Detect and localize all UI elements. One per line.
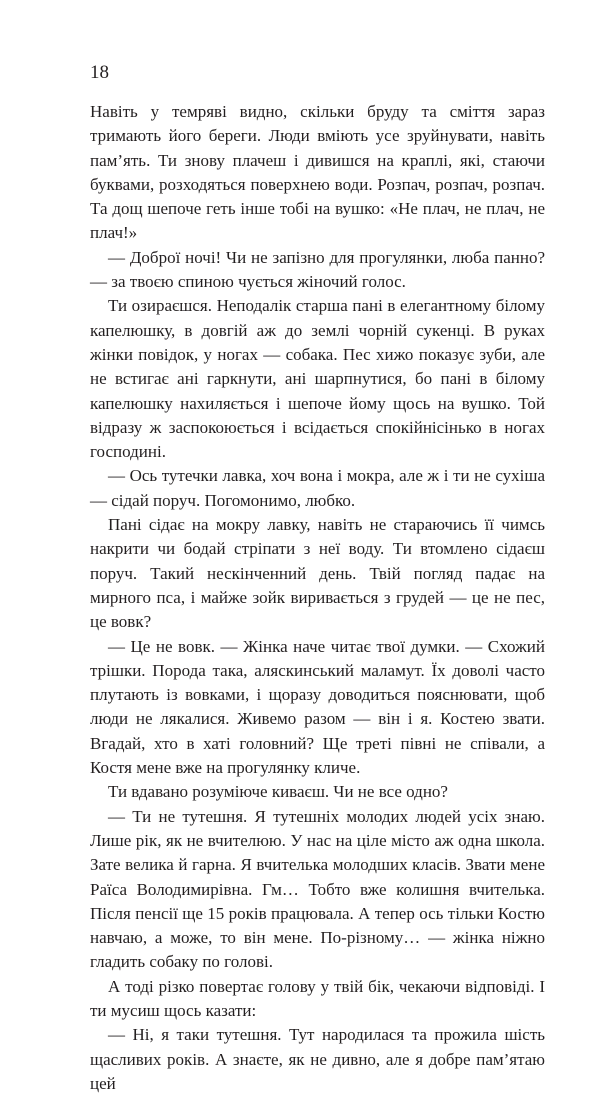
- paragraph: А тоді різко повертає голову у твій бік, чекаючи відповіді. І ти мусиш щось казати:: [90, 976, 545, 1020]
- paragraph: — Доброї ночі! Чи не запізно для прогулянки, люба панно? — за твоєю спиною чується жіночий голос.: [90, 247, 545, 292]
- paragraph: — Ось тутечки лавка, хоч вона і мокра, але ж і ти не сухіша — сідай поруч. Погомонимо, любко.: [90, 466, 545, 510]
- paragraph: — Це не вовк. — Жінка наче читає твої думки. — Схожий трішки. Порода така, аляскинський маламут. Їх доволі часто плутають із вовками, і щоразу доводиться пояснювати, щоб люди не лякалися. Живемо разом — він і я. Костею звати. Вгадай, хто в хаті головний? Ще треті півні не співали, а Костя мене вже на прогулянку кличе.: [90, 636, 545, 778]
- paragraph: — Ні, я таки тутешня. Тут народилася та прожила шість щасливих років. А знаєте, як не дивно, але я добре пам’ятаю цей: [90, 1025, 545, 1093]
- paragraph: Пані сідає на мокру лавку, навіть не стараючись її чимсь накрити чи бодай стріпати з неї воду. Ти втомлено сідаєш поруч. Такий нескінченний день. Твій погляд падає на мирного пса, і майже зойк виривається з грудей — це не пес, це вовк?: [90, 515, 545, 632]
- page-number: 18: [90, 62, 109, 83]
- paragraph: Навіть у темряві видно, скільки бруду та сміття зараз тримають його береги. Люди вміють усе зруйнувати, навіть пам’ять. Ти знову плачеш і дивишся на краплі, які, стаючи буквами, розходяться поверхнею води. Розпач, розпач, розпач. Та дощ шепоче геть інше тобі на вушко: «Не плач, не плач, не плач!»: [90, 102, 545, 243]
- paragraph: Ти вдавано розуміюче киваєш. Чи не все одно?: [108, 782, 448, 802]
- paragraph: Ти озираєшся. Неподалік старша пані в елегантному білому капелюшку, в довгій аж до землі чорній сукенці. В руках жінки повідок, у ногах — собака. Пес хижо показує зуби, але не встигає ані гаркнути, ані шарпнутися, бо пані в білому капелюшку нахиляється і шепоче йому щось на вушко. Той відразу ж заспокоюється і всідається спокійнісінько в ногах господині.: [90, 296, 545, 462]
- paragraph: — Ти не тутешня. Я тутешніх молодих людей усіх знаю. Лише рік, як не вчителюю. У нас на ціле місто аж одна школа. Зате велика й гарна. Я вчителька молодших класів. Звати мене Раїса Володимирівна. Гм… Тобто вже колишня вчителька. Після пенсії ще 15 років працювала. А тепер ось тільки Костю навчаю, а може, то він мене. По-різному… — жінка ніжно гладить собаку по голові.: [90, 806, 545, 972]
